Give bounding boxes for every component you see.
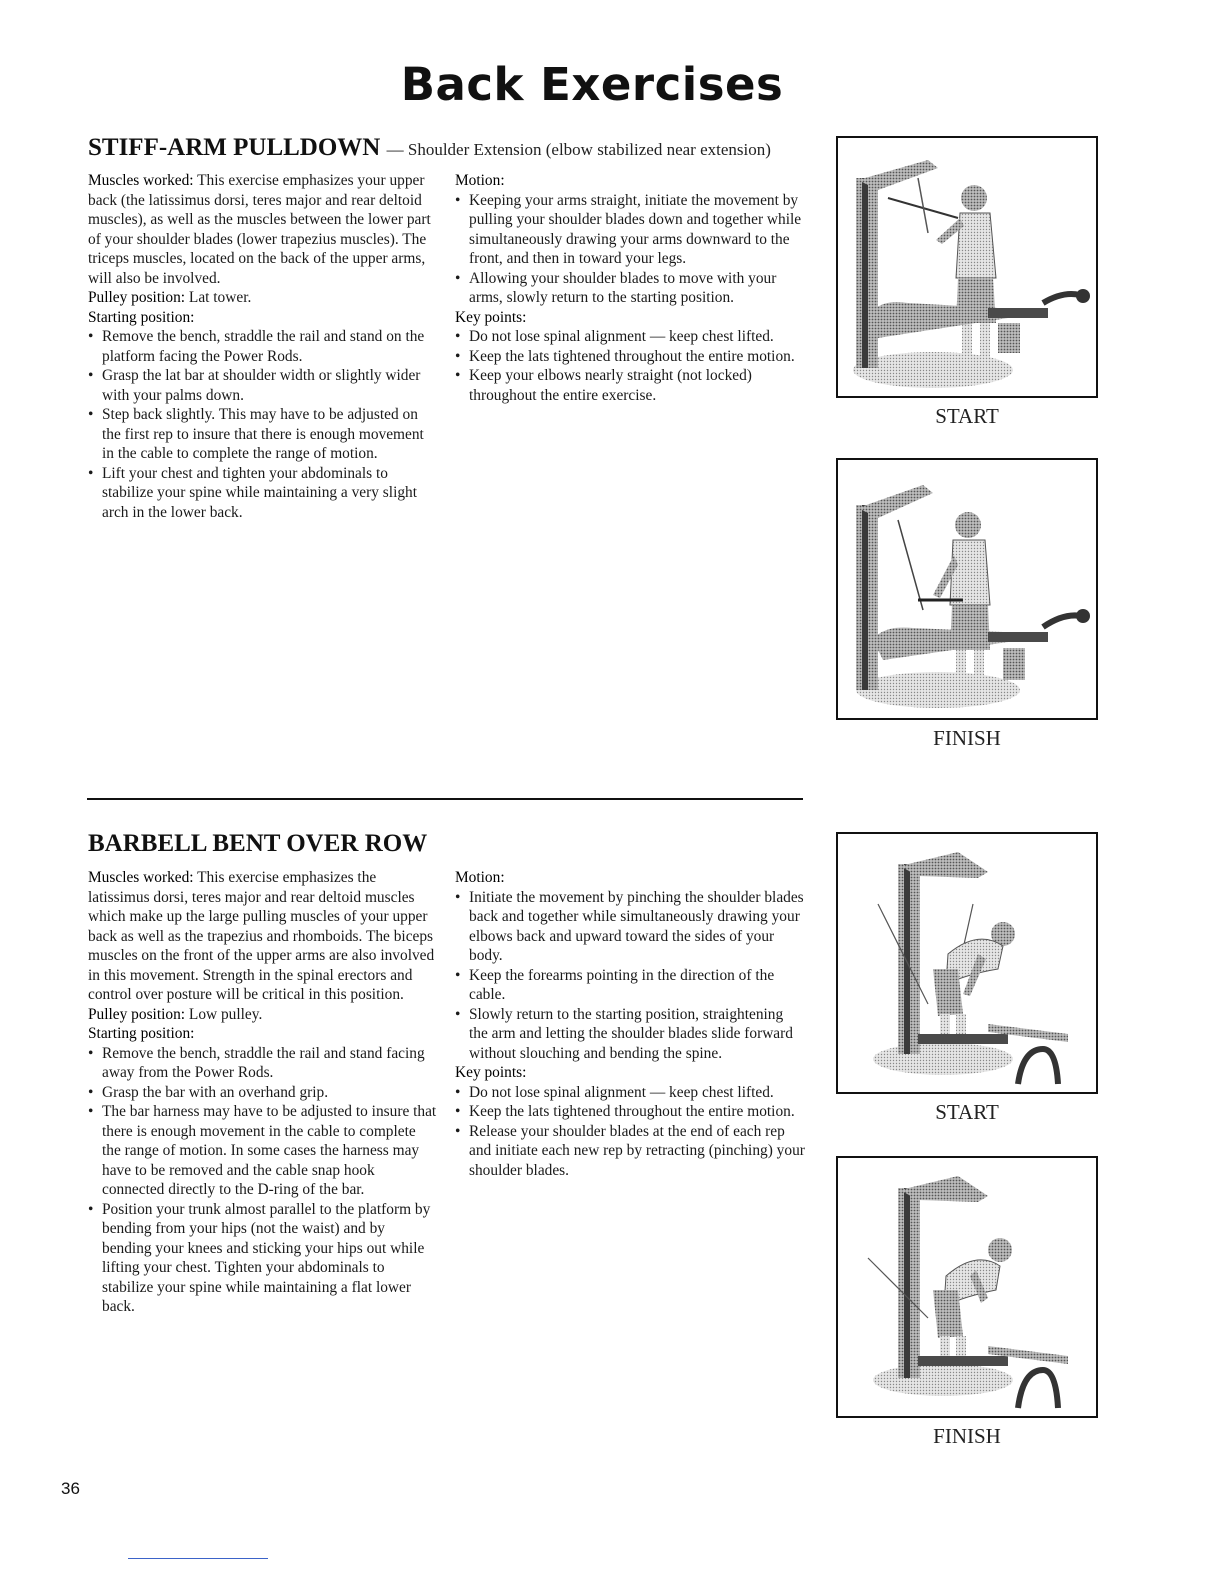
list-item: • Step back slightly. This may have to be adjusted on the first rep to insure that there is enough movement in the cable to complete the range of motion. [88, 405, 438, 464]
list-item: • Release your shoulder blades at the end of each rep and initiate each new rep by retracting (pinching) your shoulder blades. [455, 1122, 805, 1181]
start-caption: START [935, 404, 999, 428]
list-item: • Keep the forearms pointing in the direction of the cable. [455, 966, 805, 1005]
pulley-position-text: Low pulley. [188, 1005, 263, 1023]
list-item: • Slowly return to the starting position, straightening the arm and letting the shoulder blades slide forward without slouching and bending the spine. [455, 1005, 805, 1064]
key-points-list [455, 327, 805, 405]
stiff-arm-left-column [88, 171, 438, 522]
list-item: • Remove the bench, straddle the rail and stand on the platform facing the Power Rods. [88, 327, 438, 366]
list-item: • Lift your chest and tighten your abdominals to stabilize your spine while maintaining a very slight arch in the lower back. [88, 464, 438, 523]
starting-position-list [88, 327, 438, 522]
muscles-worked-label: Muscles worked: [88, 172, 194, 189]
motion-label: Motion: [455, 172, 505, 189]
start-caption: START [935, 1100, 999, 1124]
section-heading-barbell-bent-over-row [88, 830, 427, 858]
bent-over-row-right-column [455, 868, 805, 1180]
muscles-worked-label: Muscles worked: [88, 869, 194, 886]
list-item: • Grasp the lat bar at shoulder width or slightly wider with your palms down. [88, 366, 438, 405]
muscles-worked-paragraph [88, 868, 438, 1005]
stiff-arm-finish-photo [836, 458, 1098, 720]
list-item: • Position your trunk almost parallel to the platform by bending from your hips (not the waist) and by bending your knees and sticking your hips out while lifting your chest. Tighten your abdominals to stabilize your spine while maintaining a flat lower back. [88, 1200, 438, 1317]
page-title: Back Exercises [400, 58, 784, 111]
section-subtitle: — Shoulder Extension (elbow stabilized near extension) [386, 140, 771, 159]
list-item: • Keep the lats tightened throughout the entire motion. [455, 347, 805, 367]
motion-list [455, 191, 805, 308]
section-divider [87, 798, 803, 800]
section-name: BARBELL BENT OVER ROW [88, 830, 428, 857]
page-number: 36 [61, 1479, 80, 1498]
list-item: • Keep the lats tightened throughout the entire motion. [455, 1102, 805, 1122]
starting-position-label: Starting position: [88, 1025, 195, 1042]
key-points-list [455, 1083, 805, 1181]
section-name: STIFF-ARM PULLDOWN [88, 134, 381, 161]
pulley-position-label: Pulley position: [88, 289, 186, 306]
pulley-position-label: Pulley position: [88, 1005, 186, 1023]
motion-label: Motion: [455, 869, 505, 886]
list-item: • Do not lose spinal alignment — keep chest lifted. [455, 1083, 805, 1103]
footer-rule [128, 1558, 268, 1559]
list-item: • Grasp the bar with an overhand grip. [88, 1083, 438, 1103]
list-item: • Remove the bench, straddle the rail and stand facing away from the Power Rods. [88, 1044, 438, 1083]
bent-over-row-finish-photo [836, 1156, 1098, 1418]
finish-caption: FINISH [933, 1424, 1001, 1448]
list-item: • Initiate the movement by pinching the shoulder blades back and together while simultaneously drawing your elbows back and upward toward the sides of your body. [455, 888, 805, 966]
starting-position-list [88, 1044, 438, 1317]
key-points-label: Key points: [455, 308, 527, 326]
list-item: • Keep your elbows nearly straight (not locked) throughout the entire exercise. [455, 366, 805, 405]
section-heading-stiff-arm-pulldown [88, 134, 771, 162]
key-points-label: Key points: [455, 1064, 527, 1081]
list-item: • Do not lose spinal alignment — keep chest lifted. [455, 327, 805, 347]
bent-over-row-left-column [88, 868, 438, 1317]
motion-list [455, 888, 805, 1064]
muscles-worked-paragraph [88, 171, 438, 288]
stiff-arm-start-photo [836, 136, 1098, 398]
pulley-position-text: Lat tower. [188, 289, 252, 306]
finish-caption: FINISH [933, 726, 1001, 750]
stiff-arm-right-column [455, 171, 805, 405]
list-item: • Allowing your shoulder blades to move with your arms, slowly return to the starting position. [455, 269, 805, 308]
bent-over-row-start-photo [836, 832, 1098, 1094]
list-item: • Keeping your arms straight, initiate the movement by pulling your shoulder blades down and together while simultaneously drawing your arms downward to the front, and then in toward your legs. [455, 191, 805, 269]
muscles-worked-text: This exercise emphasizes the latissimus dorsi, teres major and rear deltoid muscles which make up the large pulling muscles of your upper back as well as the trapezius and rhomboids. The biceps muscles on the front of the upper arms are also involved in this movement. Strength in the spinal erectors and control over posture will be critical in this position. [88, 869, 435, 1003]
pulley-position-paragraph [88, 1005, 438, 1025]
list-item: • The bar harness may have to be adjusted to insure that there is enough movement in the cable to complete the range of motion. In some cases the harness may have to be removed and the cable snap hook connected directly to the D-ring of the bar. [88, 1102, 438, 1200]
muscles-worked-text: This exercise emphasizes your upper back (the latissimus dorsi, teres major and rear deltoid muscles), as well as the muscles between the lower part of your shoulder blades (lower trapezius muscles). The triceps muscles, located on the back of the upper arms, will also be involved. [88, 172, 431, 287]
starting-position-label: Starting position: [88, 308, 195, 326]
pulley-position-paragraph [88, 288, 438, 308]
